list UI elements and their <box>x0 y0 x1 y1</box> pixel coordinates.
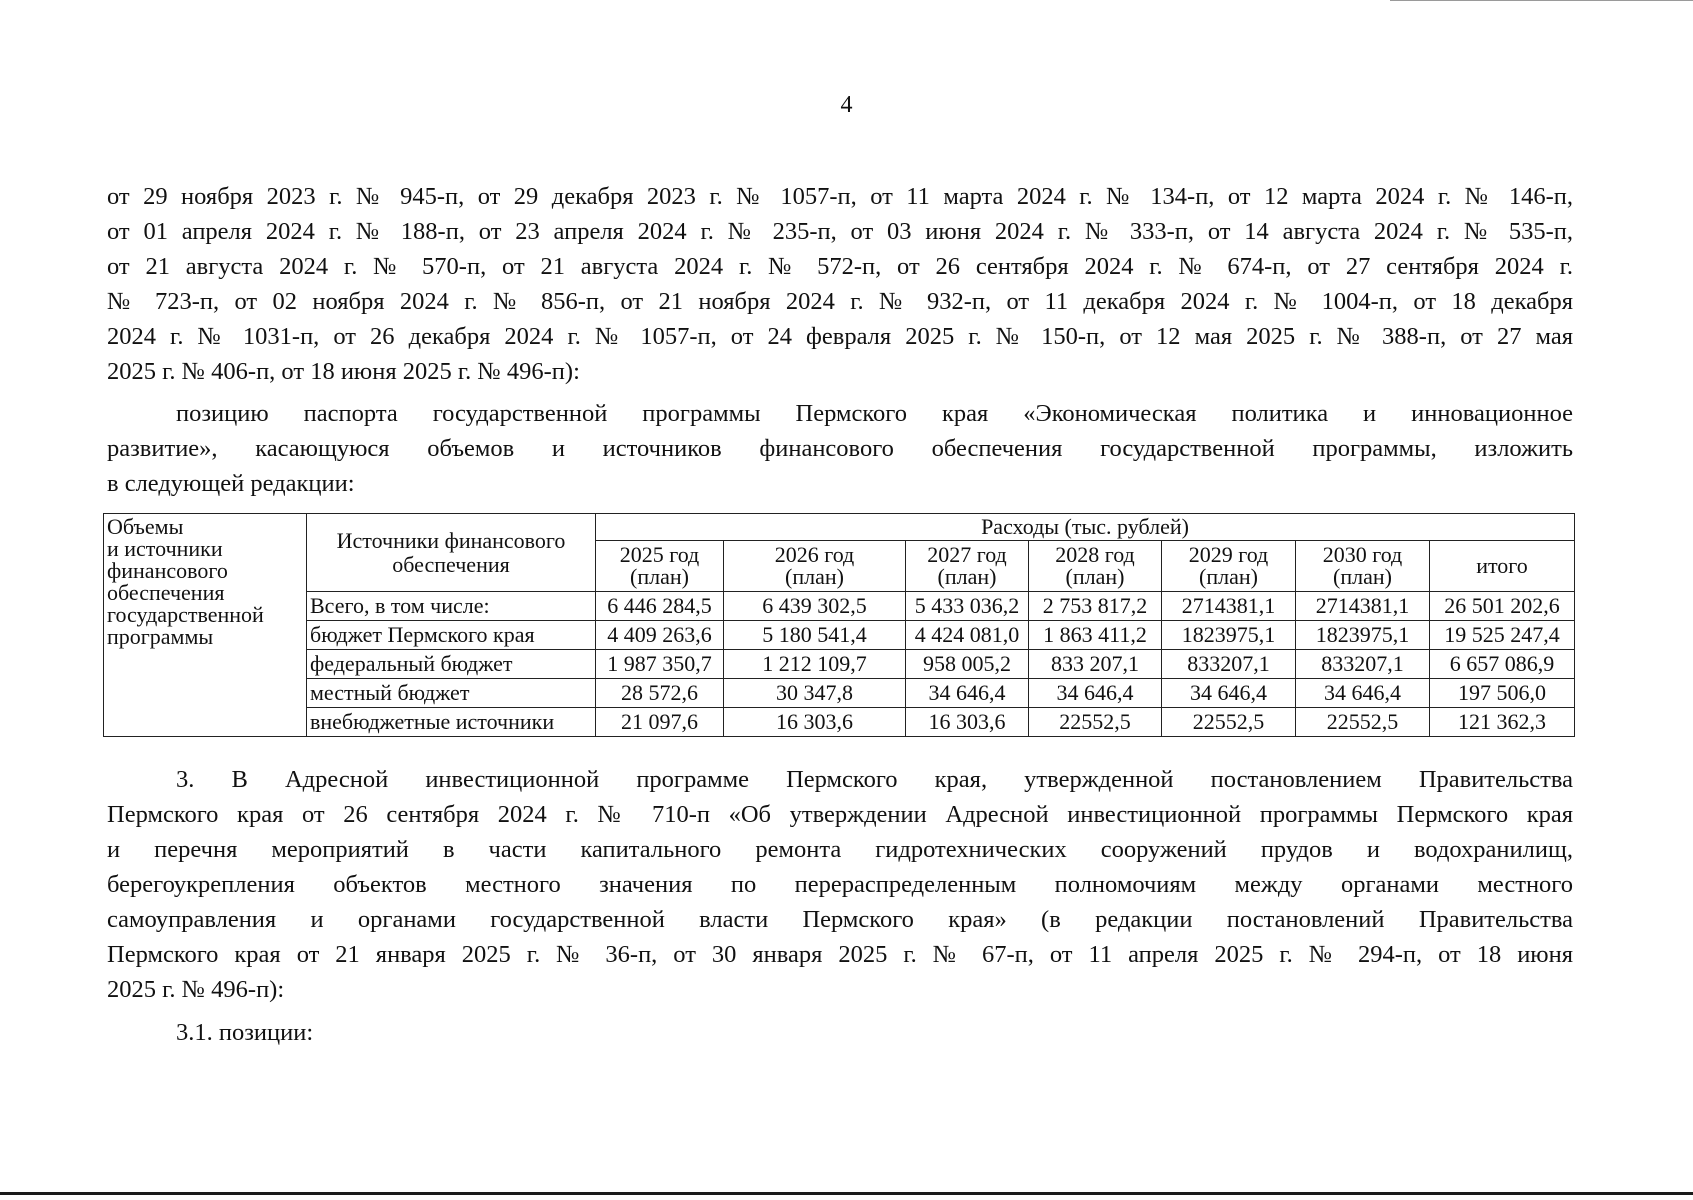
value-cell: 2 753 817,2 <box>1029 592 1162 621</box>
table-row <box>104 621 1575 650</box>
year-header-2029 <box>1162 541 1296 592</box>
table-row <box>104 679 1575 708</box>
table-row <box>104 650 1575 679</box>
source-cell: федеральный бюджет <box>307 650 596 679</box>
paragraph-line: в следующей редакции: <box>107 470 355 497</box>
sources-header-line: обеспечения <box>392 551 510 577</box>
value-cell: 2714381,1 <box>1296 592 1430 621</box>
source-cell: местный бюджет <box>307 679 596 708</box>
value-cell: 30 347,8 <box>724 679 906 708</box>
year-label: 2029 год <box>1188 542 1269 567</box>
expenses-header: Расходы (тыс. рублей) <box>596 514 1575 541</box>
value-cell: 5 433 036,2 <box>906 592 1029 621</box>
source-cell: Всего, в том числе: <box>307 592 596 621</box>
value-cell: 2714381,1 <box>1162 592 1296 621</box>
paragraph-line: развитие», касающуюся объемов и источников финансового обеспечения государственной программы, изложить <box>107 435 1573 462</box>
paragraph-line: Пермского края от 26 сентября 2024 г. № 710-п «Об утверждении Адресной инвестиционной программы Пермского края <box>107 801 1573 828</box>
section-3-paragraph <box>107 762 1573 1007</box>
year-label: 2025 год <box>619 542 700 567</box>
year-label: 2030 год <box>1322 542 1403 567</box>
year-header-2026 <box>724 541 906 592</box>
value-cell: 1823975,1 <box>1296 621 1430 650</box>
program-label-cell <box>104 514 307 737</box>
paragraph-line: Пермского края от 21 января 2025 г. № 36-п, от 30 января 2025 г. № 67-п, от 11 апреля 2025 г. № 294-п, от 18 июня <box>107 941 1573 968</box>
total-cell: 6 657 086,9 <box>1430 650 1575 679</box>
source-cell: внебюджетные источники <box>307 708 596 737</box>
table-row <box>104 592 1575 621</box>
paragraph-line: № 723-п, от 02 ноября 2024 г. № 856-п, от 21 ноября 2024 г. № 932-п, от 11 декабря 2024 г. № 1004-п, от 18 декабря <box>107 288 1573 315</box>
value-cell: 22552,5 <box>1029 708 1162 737</box>
label-line: финансового <box>107 558 228 583</box>
label-line: и источники <box>107 536 223 561</box>
source-cell: бюджет Пермского края <box>307 621 596 650</box>
table-row <box>104 708 1575 737</box>
value-cell: 34 646,4 <box>906 679 1029 708</box>
label-line: государственной <box>107 602 264 627</box>
paragraph-line: самоуправления и органами государственной власти Пермского края» (в редакции постановлений Правительства <box>107 906 1573 933</box>
financing-table <box>103 513 1575 737</box>
value-cell: 958 005,2 <box>906 650 1029 679</box>
year-note: (план) <box>630 564 689 589</box>
year-label: 2027 год <box>927 542 1007 567</box>
value-cell: 1 212 109,7 <box>724 650 906 679</box>
value-cell: 6 446 284,5 <box>596 592 724 621</box>
value-cell: 4 424 081,0 <box>906 621 1029 650</box>
total-header: итого <box>1430 541 1575 592</box>
total-cell: 26 501 202,6 <box>1430 592 1575 621</box>
year-note: (план) <box>1065 564 1125 589</box>
sources-header <box>307 514 596 592</box>
value-cell: 833207,1 <box>1162 650 1296 679</box>
year-header-2030 <box>1296 541 1430 592</box>
year-header-2025 <box>596 541 724 592</box>
value-cell: 16 303,6 <box>724 708 906 737</box>
value-cell: 1823975,1 <box>1162 621 1296 650</box>
total-cell: 121 362,3 <box>1430 708 1575 737</box>
sources-header-line: Источники финансового <box>336 527 566 553</box>
paragraph-line: 2024 г. № 1031-п, от 26 декабря 2024 г. № 1057-п, от 24 февраля 2025 г. № 150-п, от 12 мая 2025 г. № 388-п, от 27 мая <box>107 323 1573 350</box>
value-cell: 21 097,6 <box>596 708 724 737</box>
value-cell: 34 646,4 <box>1296 679 1430 708</box>
value-cell: 34 646,4 <box>1029 679 1162 708</box>
paragraph-line: 3.1. позиции: <box>176 1019 314 1046</box>
paragraph-line: от 29 ноября 2023 г. № 945-п, от 29 декабря 2023 г. № 1057-п, от 11 марта 2024 г. № 134-п, от 12 марта 2024 г. № 146-п, <box>107 183 1573 210</box>
year-label: 2026 год <box>774 542 855 567</box>
value-cell: 833 207,1 <box>1029 650 1162 679</box>
value-cell: 22552,5 <box>1296 708 1430 737</box>
total-cell: 197 506,0 <box>1430 679 1575 708</box>
value-cell: 34 646,4 <box>1162 679 1296 708</box>
paragraph-line: от 21 августа 2024 г. № 570-п, от 21 августа 2024 г. № 572-п, от 26 сентября 2024 г. № 674-п, от 27 сентября 2024 г. <box>107 253 1573 280</box>
position-paragraph <box>107 396 1573 501</box>
paragraph-line: 3. В Адресной инвестиционной программе Пермского края, утвержденной постановлением Правительства <box>176 766 1573 793</box>
year-label: 2028 год <box>1055 542 1135 567</box>
paragraph-line: от 01 апреля 2024 г. № 188-п, от 23 апреля 2024 г. № 235-п, от 03 июня 2024 г. № 333-п, от 14 августа 2024 г. № 535-п, <box>107 218 1573 245</box>
year-note: (план) <box>937 564 997 589</box>
value-cell: 6 439 302,5 <box>724 592 906 621</box>
paragraph-line: 2025 г. № 406-п, от 18 июня 2025 г. № 496-п): <box>107 358 580 385</box>
section-3-1-heading <box>107 1015 1573 1050</box>
value-cell: 833207,1 <box>1296 650 1430 679</box>
amendments-paragraph <box>107 179 1573 389</box>
total-cell: 19 525 247,4 <box>1430 621 1575 650</box>
value-cell: 22552,5 <box>1162 708 1296 737</box>
year-note: (план) <box>785 564 844 589</box>
paragraph-line: позицию паспорта государственной программы Пермского края «Экономическая политика и инновационное <box>176 400 1573 427</box>
paragraph-line: и перечня мероприятий в части капитального ремонта гидротехнических сооружений прудов и водохранилищ, <box>107 836 1573 863</box>
value-cell: 16 303,6 <box>906 708 1029 737</box>
label-line: программы <box>107 624 214 649</box>
year-note: (план) <box>1199 564 1258 589</box>
paragraph-line: 2025 г. № 496-п): <box>107 976 285 1003</box>
value-cell: 1 863 411,2 <box>1029 621 1162 650</box>
scan-edge-bottom <box>0 1192 1693 1195</box>
label-line: обеспечения <box>107 580 225 605</box>
scan-edge-top <box>1390 0 1693 1</box>
value-cell: 1 987 350,7 <box>596 650 724 679</box>
year-header-2027 <box>906 541 1029 592</box>
value-cell: 4 409 263,6 <box>596 621 724 650</box>
paragraph-line: берегоукрепления объектов местного значения по перераспределенным полномочиям между органами местного <box>107 871 1573 898</box>
value-cell: 28 572,6 <box>596 679 724 708</box>
year-header-2028 <box>1029 541 1162 592</box>
page-number: 4 <box>840 92 853 118</box>
label-line: Объемы <box>107 514 184 539</box>
value-cell: 5 180 541,4 <box>724 621 906 650</box>
year-note: (план) <box>1333 564 1392 589</box>
